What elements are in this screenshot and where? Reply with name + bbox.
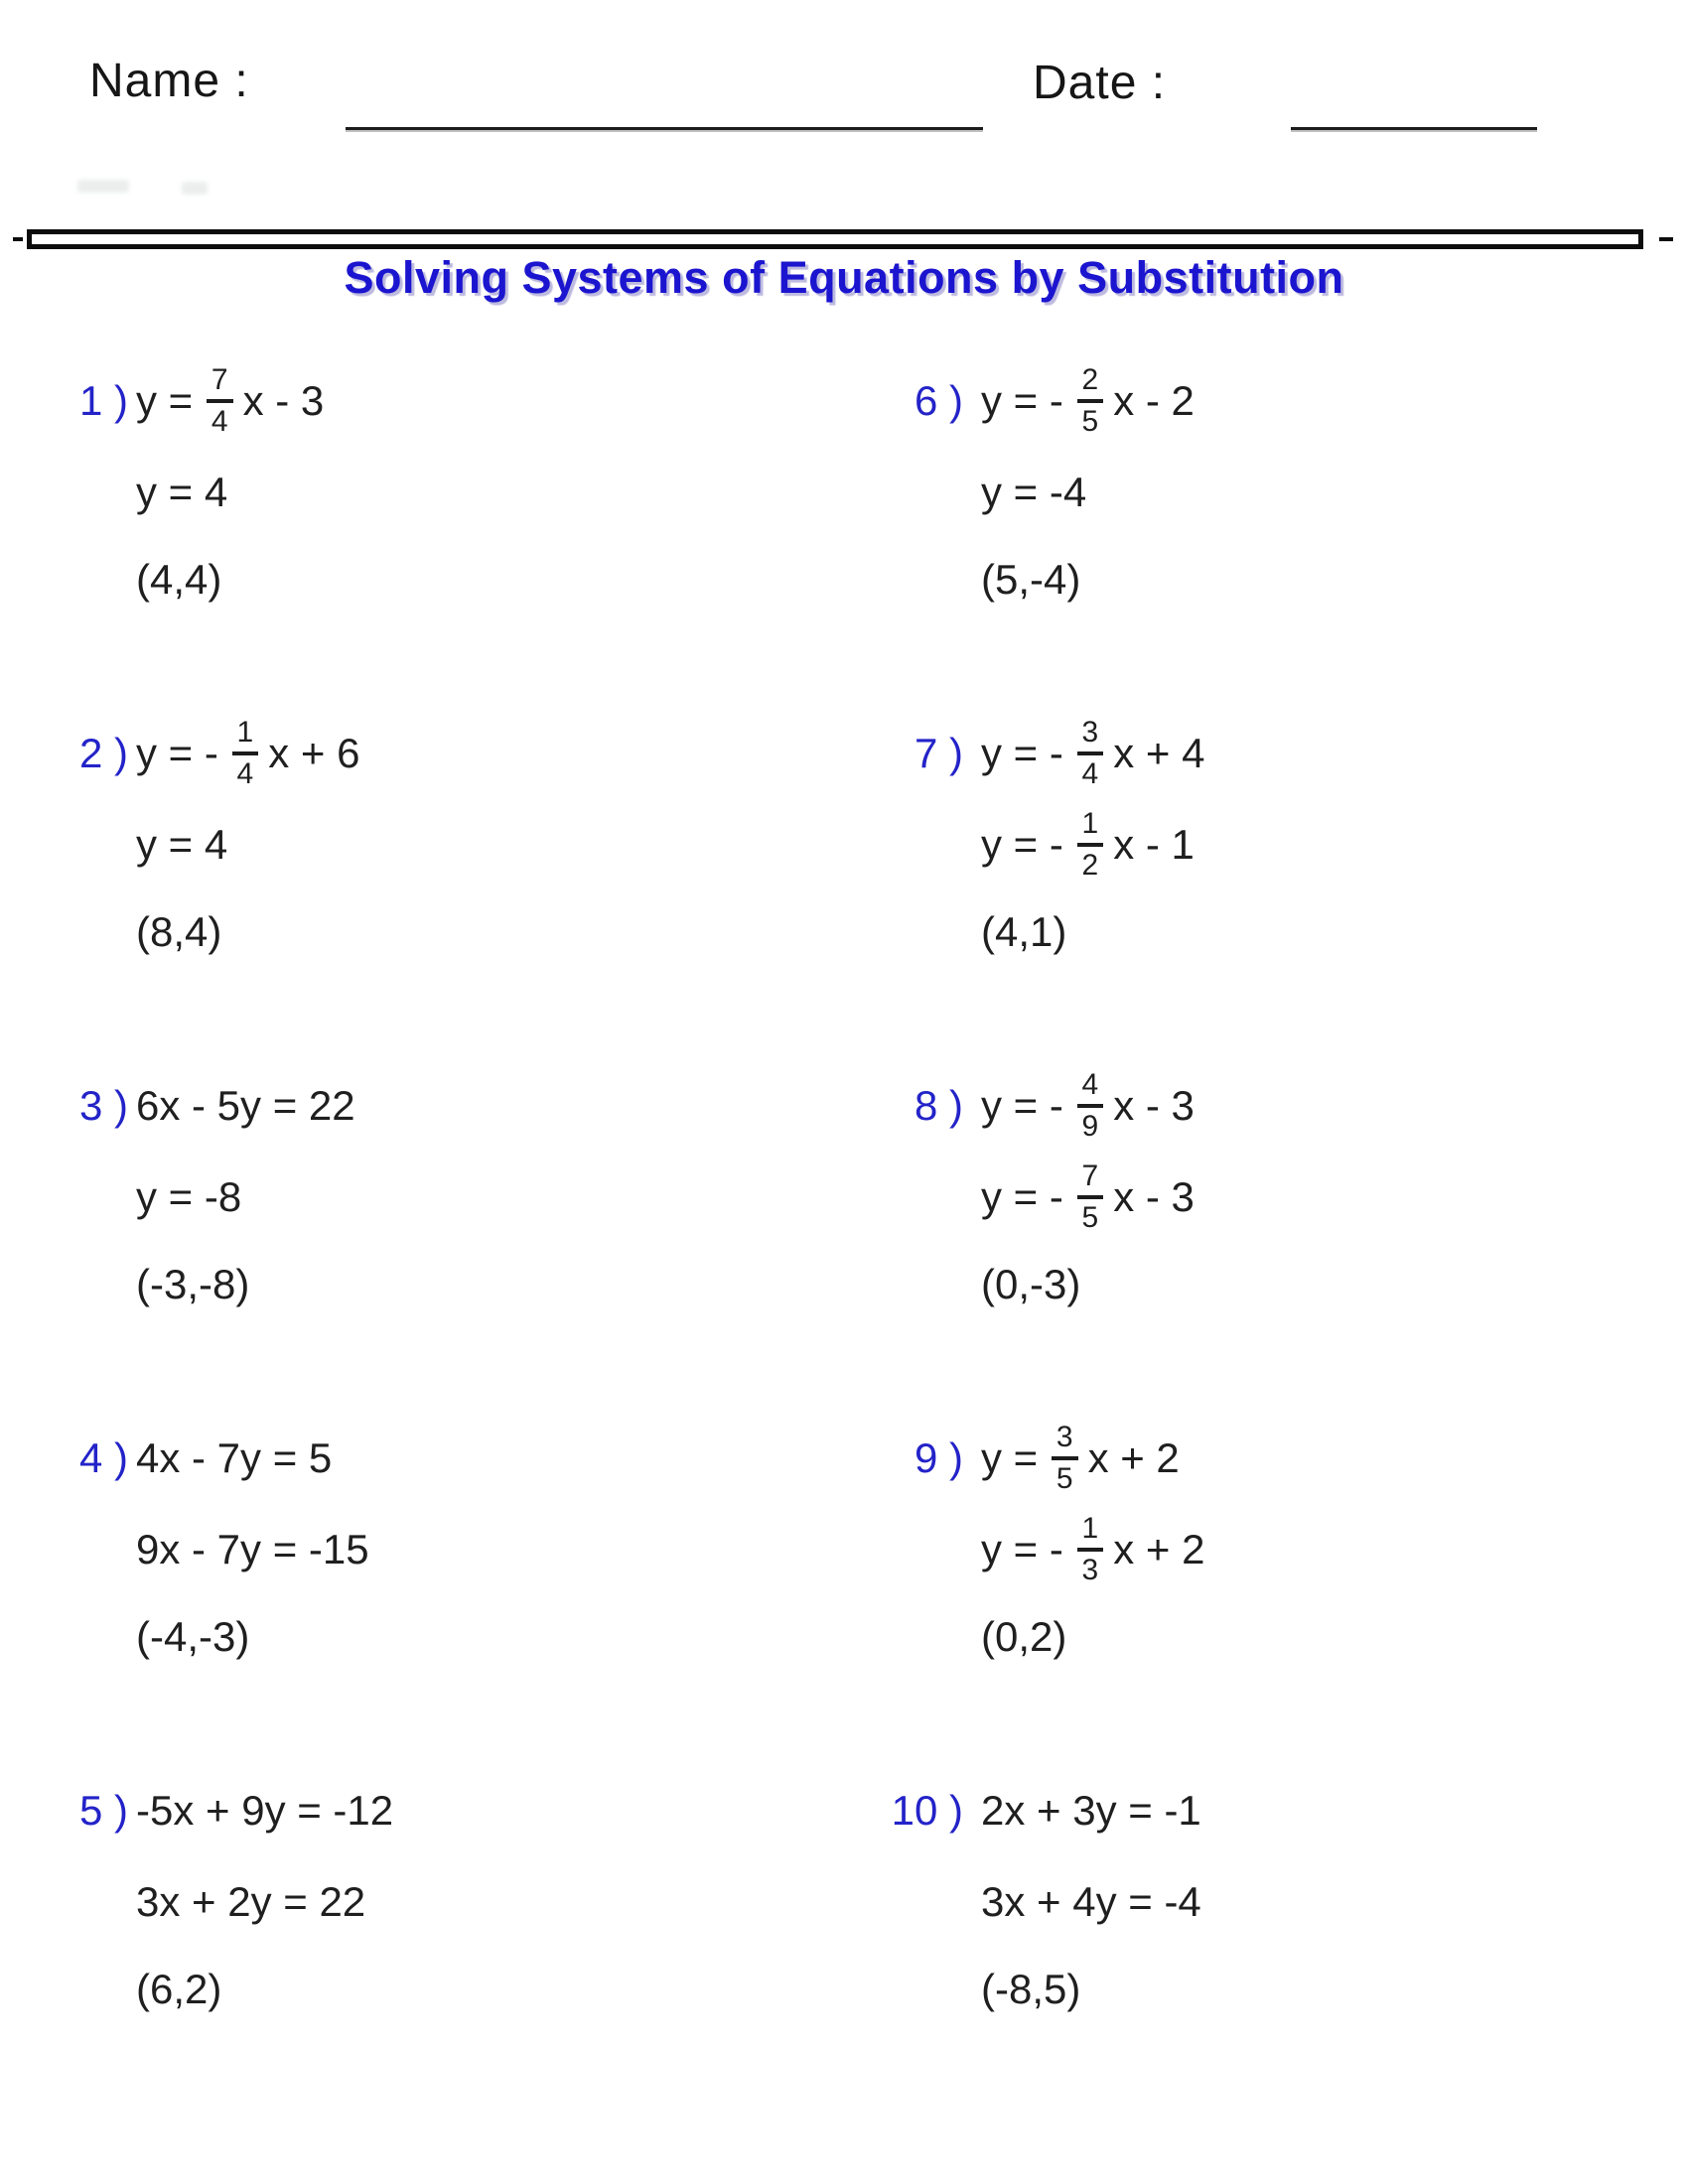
equation-text: (0,2)	[981, 1613, 1067, 1660]
fraction-denominator: 5	[1055, 1461, 1073, 1495]
answer-text	[981, 1946, 1201, 2033]
fraction	[1077, 715, 1104, 790]
equation-text: y = 4	[136, 469, 228, 515]
equation-line	[981, 1410, 1204, 1506]
answer-text	[981, 888, 1204, 976]
equation-text: (5,-4)	[981, 556, 1081, 603]
answer-text	[136, 1593, 369, 1681]
problem-number: 4 )	[79, 1433, 129, 1481]
problem-block	[79, 1057, 864, 1410]
equation-text: y = -	[981, 376, 1075, 424]
fraction-denominator: 2	[1081, 849, 1099, 882]
equation-line	[136, 1506, 369, 1593]
problem-number: 9 )	[914, 1433, 963, 1481]
equation-line	[136, 1410, 369, 1506]
equation-line	[981, 801, 1204, 888]
equation-line	[981, 1057, 1195, 1154]
equation-text: 3x + 2y = 22	[136, 1878, 366, 1925]
fraction-numerator: 1	[1077, 809, 1104, 847]
fraction-denominator: 5	[1081, 1201, 1099, 1234]
problem-body	[981, 1057, 1195, 1328]
fraction	[207, 362, 233, 438]
equation-line	[981, 1506, 1204, 1593]
equation-text: x - 3	[1113, 1081, 1195, 1129]
equation-text: (0,-3)	[981, 1261, 1081, 1307]
problem-block	[79, 705, 864, 1057]
answer-text	[136, 1946, 393, 2033]
problem-block	[864, 352, 1638, 705]
equation-text: (-8,5)	[981, 1966, 1081, 2012]
problem-block	[864, 1410, 1638, 1762]
equation-text: 9x - 7y = -15	[136, 1526, 369, 1572]
problem-number: 3 )	[79, 1081, 129, 1129]
equation-text: y = -8	[136, 1173, 242, 1220]
name-label: Name :	[89, 55, 249, 107]
equation-line	[981, 1858, 1201, 1946]
problem-number: 8 )	[914, 1081, 963, 1129]
equation-line	[981, 352, 1195, 449]
problem-body	[981, 352, 1195, 623]
problem-block	[864, 1762, 1638, 2115]
equation-line	[136, 352, 324, 449]
problem-block	[864, 705, 1638, 1057]
problem-body	[136, 1762, 393, 2033]
equation-line	[136, 1858, 393, 1946]
date-line	[1291, 127, 1537, 130]
answer-text	[136, 536, 324, 623]
answer-text	[136, 888, 359, 976]
equation-line	[136, 1057, 355, 1154]
equation-line	[136, 1154, 355, 1241]
fraction-numerator: 4	[1077, 1070, 1104, 1108]
fraction-numerator: 3	[1052, 1423, 1078, 1460]
fraction-numerator: 2	[1077, 365, 1104, 403]
equation-text: 4x - 7y = 5	[136, 1433, 333, 1481]
fraction-numerator: 3	[1077, 718, 1104, 755]
equation-text: (4,4)	[136, 556, 222, 603]
problem-body	[136, 1057, 355, 1328]
fraction-denominator: 4	[1081, 756, 1099, 790]
equation-text: (-3,-8)	[136, 1261, 250, 1307]
equation-line	[136, 801, 359, 888]
equation-text: x + 2	[1113, 1526, 1205, 1572]
problem-body	[136, 1410, 369, 1681]
problem-block	[79, 1410, 864, 1762]
equation-text: (6,2)	[136, 1966, 222, 2012]
equation-text: 3x + 4y = -4	[981, 1878, 1201, 1925]
fraction-denominator: 5	[1081, 404, 1099, 438]
fraction	[1077, 1514, 1104, 1585]
divider-dash-left	[13, 237, 23, 241]
faint-smudge	[77, 180, 129, 193]
equation-line	[981, 1154, 1195, 1241]
problem-block	[79, 352, 864, 705]
equation-text: x - 1	[1113, 821, 1195, 868]
equation-line	[981, 449, 1195, 536]
fraction	[1077, 1067, 1104, 1143]
equation-text: x - 3	[1113, 1173, 1195, 1220]
problem-number: 5 )	[79, 1786, 129, 1834]
problem-block	[864, 1057, 1638, 1410]
problem-number: 1 )	[79, 376, 129, 424]
problems-column-left	[79, 352, 864, 2115]
fraction-denominator: 4	[211, 404, 228, 438]
fraction-numerator: 1	[1077, 1514, 1104, 1552]
problem-body	[136, 352, 324, 623]
fraction	[1077, 362, 1104, 438]
equation-text: -5x + 9y = -12	[136, 1786, 394, 1834]
fraction-numerator: 1	[232, 718, 259, 755]
fraction-denominator: 9	[1081, 1109, 1099, 1143]
fraction	[1052, 1420, 1078, 1495]
answer-text	[981, 536, 1195, 623]
equation-line	[136, 1762, 393, 1858]
problems-column-right	[864, 352, 1638, 2115]
problem-body	[136, 705, 359, 976]
equation-line	[136, 705, 359, 801]
equation-text: y = -	[981, 1081, 1075, 1129]
answer-text	[981, 1241, 1195, 1328]
equation-text: y = -	[981, 1173, 1075, 1220]
fraction	[1077, 809, 1104, 881]
fraction-numerator: 7	[1077, 1161, 1104, 1199]
problem-number: 6 )	[914, 376, 963, 424]
equation-text: y = -	[981, 821, 1075, 868]
answer-text	[136, 1241, 355, 1328]
equation-text: (8,4)	[136, 908, 222, 955]
section-divider	[27, 229, 1643, 249]
fraction	[1077, 1161, 1104, 1233]
date-label: Date :	[1033, 57, 1167, 109]
answer-text	[981, 1593, 1204, 1681]
problem-number: 10 )	[891, 1786, 963, 1834]
problem-body	[981, 1762, 1201, 2033]
name-line	[346, 127, 983, 130]
problem-number: 2 )	[79, 729, 129, 776]
equation-text: y =	[981, 1433, 1050, 1481]
equation-text: (4,1)	[981, 908, 1067, 955]
fraction-numerator: 7	[207, 365, 233, 403]
problems-grid	[79, 352, 1638, 2115]
equation-text: x + 6	[268, 729, 360, 776]
equation-text: y = -	[981, 729, 1075, 776]
faint-smudge	[182, 182, 208, 195]
worksheet-title: Solving Systems of Equations by Substitution	[344, 252, 1344, 303]
equation-text: y = -	[981, 1526, 1075, 1572]
equation-text: y = -4	[981, 469, 1087, 515]
equation-text: x - 2	[1113, 376, 1195, 424]
problem-block	[79, 1762, 864, 2115]
equation-text: (-4,-3)	[136, 1613, 250, 1660]
equation-text: 6x - 5y = 22	[136, 1081, 355, 1129]
equation-text: y =	[136, 376, 205, 424]
fraction	[232, 715, 259, 790]
problem-number: 7 )	[914, 729, 963, 776]
fraction-denominator: 3	[1081, 1554, 1099, 1586]
divider-dash-right	[1659, 237, 1673, 241]
equation-text: x - 3	[242, 376, 325, 424]
equation-line	[981, 705, 1204, 801]
problem-body	[981, 705, 1204, 976]
problem-body	[981, 1410, 1204, 1681]
equation-line	[981, 1762, 1201, 1858]
equation-text: y = 4	[136, 821, 228, 868]
equation-text: 2x + 3y = -1	[981, 1786, 1201, 1834]
equation-text: x + 2	[1087, 1433, 1180, 1481]
fraction-denominator: 4	[236, 756, 254, 790]
equation-text: x + 4	[1113, 729, 1205, 776]
equation-text: y = -	[136, 729, 230, 776]
equation-line	[136, 449, 324, 536]
